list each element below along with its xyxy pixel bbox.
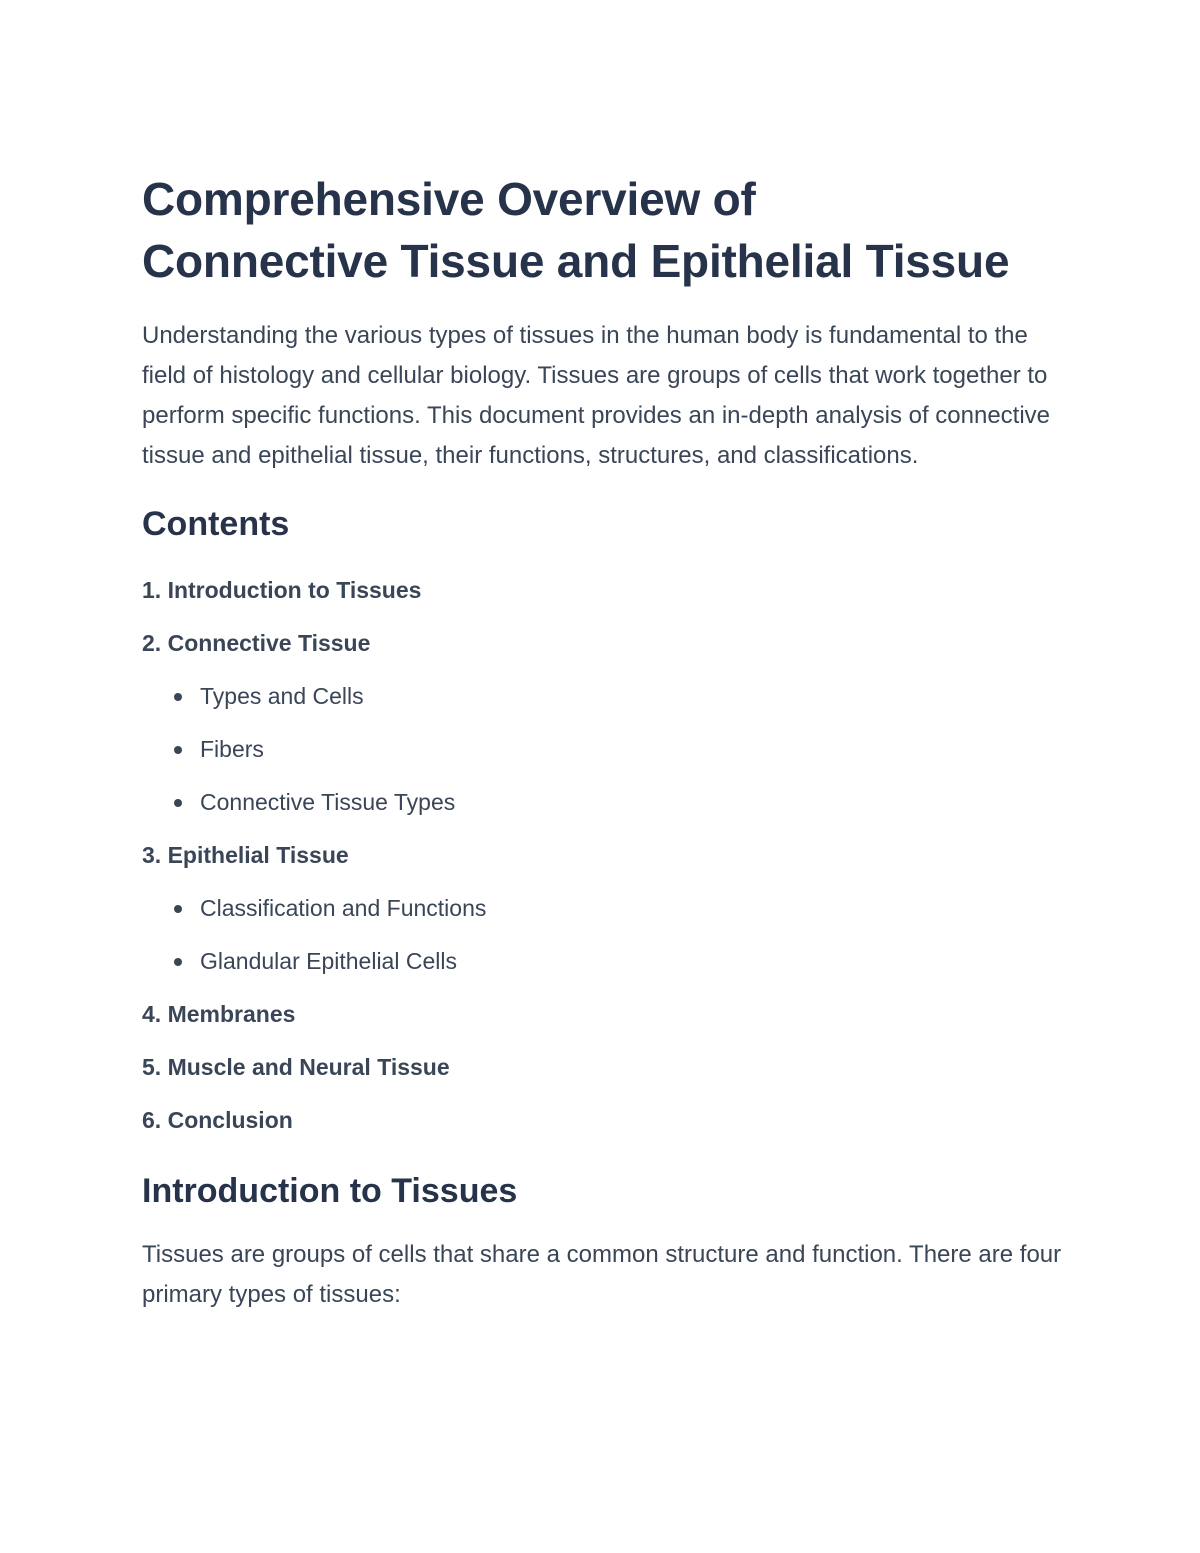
section-paragraph-introduction: Tissues are groups of cells that share a common structure and function. There are four primary types of tissues: — [142, 1241, 1062, 1308]
toc-label: Connective Tissue — [167, 630, 371, 656]
toc-number: 6. — [142, 1107, 162, 1133]
toc-sublist-epithelial — [142, 882, 1062, 988]
toc-item-epithelial-tissue[interactable] — [142, 829, 1062, 882]
toc-label: Muscle and Neural Tissue — [167, 1054, 450, 1080]
toc-number: 5. — [142, 1054, 162, 1080]
toc-subitem-fibers[interactable] — [142, 723, 1062, 776]
toc-number: 2. — [142, 630, 162, 656]
toc-sublabel: Types and Cells — [200, 683, 364, 709]
toc-label: Membranes — [167, 1001, 296, 1027]
contents-heading: Contents — [142, 505, 290, 543]
toc-subitem-connective-tissue-types[interactable] — [142, 776, 1062, 829]
table-of-contents — [142, 564, 1062, 1147]
toc-item-conclusion[interactable] — [142, 1094, 1062, 1147]
toc-sublabel: Glandular Epithelial Cells — [200, 948, 457, 974]
toc-subitem-glandular-epithelial-cells[interactable] — [142, 935, 1062, 988]
toc-sublabel: Fibers — [200, 736, 264, 762]
toc-sublabel: Connective Tissue Types — [200, 789, 456, 815]
toc-label: Introduction to Tissues — [167, 577, 422, 603]
title-line-2: Connective Tissue and Epithelial Tissue — [142, 235, 1010, 287]
toc-number: 4. — [142, 1001, 162, 1027]
toc-sublist-wrapper — [142, 882, 1062, 988]
bullet-icon — [174, 799, 182, 807]
document-page — [142, 168, 1062, 1315]
toc-item-muscle-and-neural-tissue[interactable] — [142, 1041, 1062, 1094]
toc-item-membranes[interactable] — [142, 988, 1062, 1041]
toc-subitem-types-and-cells[interactable] — [142, 670, 1062, 723]
bullet-icon — [174, 905, 182, 913]
bullet-icon — [174, 746, 182, 754]
toc-item-connective-tissue[interactable] — [142, 617, 1062, 670]
bullet-icon — [174, 958, 182, 966]
toc-sublabel: Classification and Functions — [200, 895, 487, 921]
section-heading-introduction: Introduction to Tissues — [142, 1172, 518, 1210]
toc-label: Conclusion — [167, 1107, 293, 1133]
toc-subitem-classification-and-functions[interactable] — [142, 882, 1062, 935]
toc-item-introduction[interactable] — [142, 564, 1062, 617]
toc-label: Epithelial Tissue — [167, 842, 349, 868]
bullet-icon — [174, 693, 182, 701]
document-title — [142, 168, 1062, 292]
toc-sublist-connective — [142, 670, 1062, 829]
intro-paragraph: Understanding the various types of tissues in the human body is fundamental to the field of histology and cellular biology. Tissues are groups of cells that work together to perform specific functions. This document provides an in-depth analysis of connective tissue and epithelial tissue, their functions, structures, and classifications. — [142, 322, 1051, 469]
title-line-1: Comprehensive Overview of — [142, 173, 756, 225]
toc-sublist-wrapper — [142, 670, 1062, 829]
toc-number: 1. — [142, 577, 162, 603]
toc-number: 3. — [142, 842, 162, 868]
